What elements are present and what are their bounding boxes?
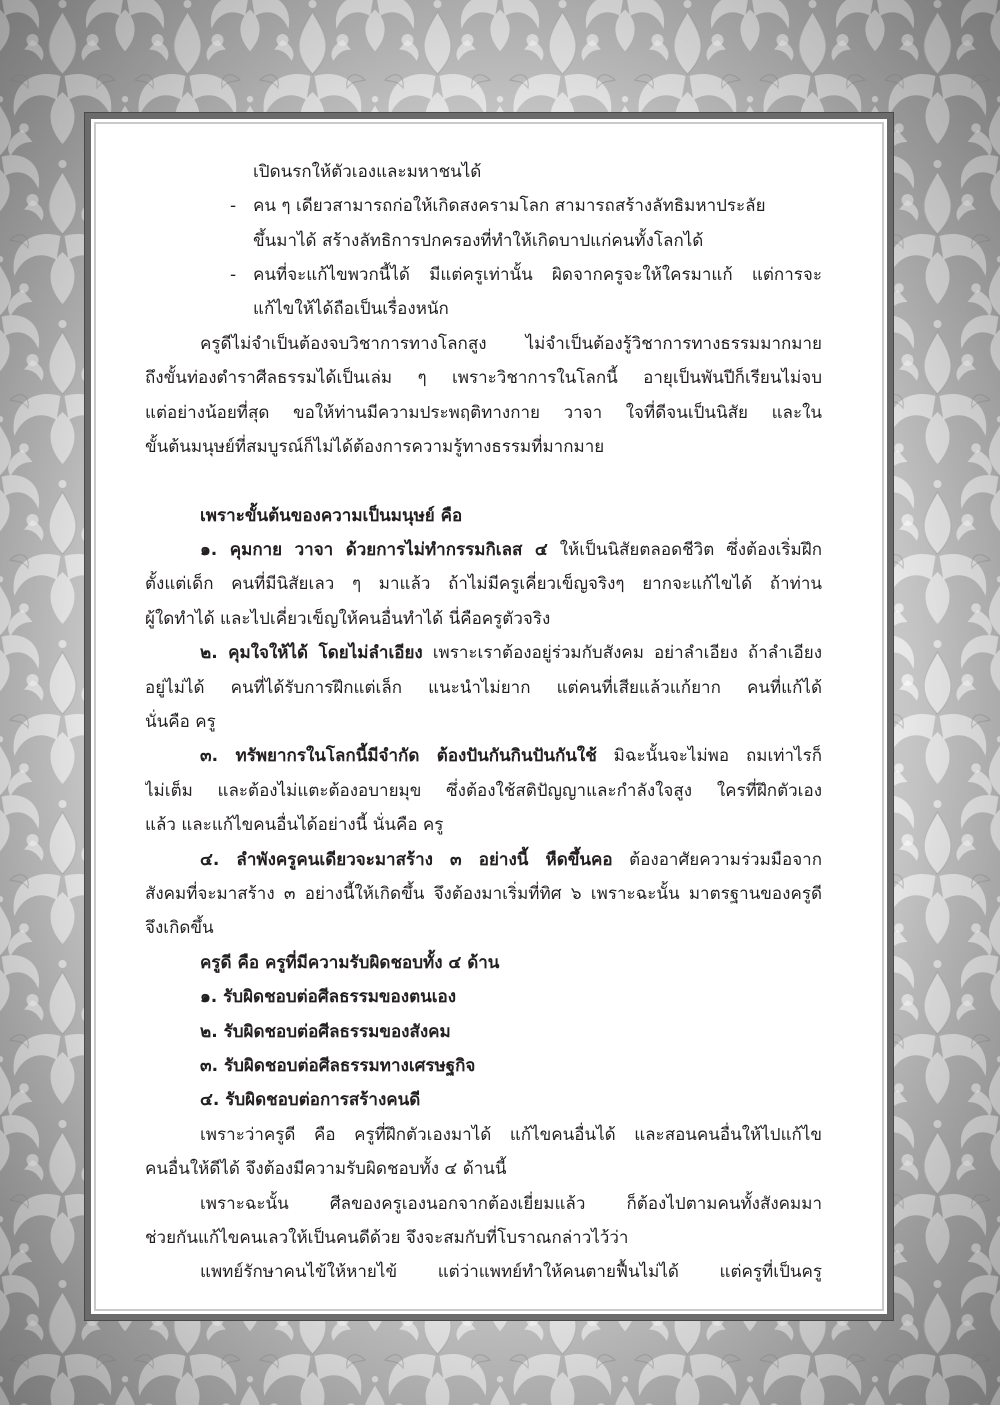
paragraph-line: แต่อย่างน้อยที่สุด ขอให้ท่านมีความประพฤติทางกาย วาจา ใจที่ดีจนเป็นนิสัย และใน — [145, 402, 822, 423]
paragraph-line: ถึงขั้นท่องตำราศีลธรรมได้เป็นเล่ม ๆ เพราะวิชาการในโลกนี้ อายุเป็นพันปีก็เรียนไม่จบ — [145, 368, 822, 389]
point-first-line — [145, 739, 822, 773]
point-text: เพราะเราต้องอยู่ร่วมกับสังคม อย่าลำเอียง ถ้าลำเอียง — [422, 643, 822, 664]
point-text: มิฉะนั้นจะไม่พอ ถมเท่าไรก็ — [596, 746, 822, 767]
responsibility-heading: ครูดี คือ ครูที่มีความรับผิดชอบทั้ง ๔ ด้าน — [200, 952, 500, 973]
bullet-item — [145, 189, 822, 223]
paragraph-line: เพราะฉะนั้น ศีลของครูเองนอกจากต้องเยี่ยมแล้ว ก็ต้องไปตามคนทั้งสังคมมา — [200, 1193, 822, 1214]
bullet-continuation-line: เปิดนรกให้ตัวเองและมหาชนได้ — [253, 161, 482, 182]
responsibility-item: ๓. รับผิดชอบต่อศีลธรรมทางเศรษฐกิจ — [200, 1055, 476, 1076]
point-first-line — [145, 636, 822, 670]
paragraph-line: นั่นคือ ครู — [145, 712, 216, 733]
document-body — [145, 155, 822, 1300]
paragraph-line: แล้ว และแก้ไขคนอื่นได้อย่างนี้ นั่นคือ ครู — [145, 815, 444, 836]
point-first-line — [145, 843, 822, 877]
paragraph-line: อยู่ไม่ได้ คนที่ได้รับการฝึกแต่เล็ก แนะนำไม่ยาก แต่คนที่เสียแล้วแก้ยาก คนที่แก้ได้ — [145, 677, 822, 698]
paragraph-line: ตั้งแต่เด็ก คนที่มีนิสัยเลว ๆ มาแล้ว ถ้าไม่มีครูเคี่ยวเข็ญจริงๆ ยากจะแก้ไขได้ ถ้าท่าน — [145, 574, 822, 595]
point-first-line — [145, 533, 822, 567]
bullet-text: คน ๆ เดียวสามารถก่อให้เกิดสงครามโลก สามารถสร้างลัทธิมหาประลัย — [253, 196, 766, 217]
point-title: ๔. ลำพังครูคนเดียวจะมาสร้าง ๓ อย่างนี้ หืดขึ้นคอ — [200, 849, 613, 870]
paragraph-line: ช่วยกันแก้ไขคนเลวให้เป็นคนดีด้วย จึงจะสมกับที่โบราณกล่าวไว้ว่า — [145, 1227, 629, 1248]
paragraph-line: แพทย์รักษาคนไข้ให้หายไข้ แต่ว่าแพทย์ทำให้คนตายฟื้นไม่ได้ แต่ครูที่เป็นครู — [200, 1262, 822, 1283]
point-title: ๓. ทรัพยากรในโลกนี้มีจำกัด ต้องปันกันกินปันกันใช้ — [200, 746, 597, 767]
paragraph-line: ไม่เต็ม และต้องไม่แตะต้องอบายมุข ซึ่งต้องใช้สติปัญญาและกำลังใจสูง ใครที่ฝึกตัวเอง — [145, 780, 822, 801]
bullet-marker: - — [230, 264, 237, 285]
paragraph-line: จึงเกิดขึ้น — [145, 918, 214, 939]
blank-line — [145, 464, 822, 498]
paragraph-line: ผู้ใดทำได้ และไปเคี่ยวเข็ญให้คนอื่นทำได้ นี่คือครูตัวจริง — [145, 608, 551, 629]
responsibility-item: ๑. รับผิดชอบต่อศีลธรรมของตนเอง — [200, 987, 457, 1008]
paragraph-line: ขั้นต้นมนุษย์ที่สมบูรณ์ก็ไม่ได้ต้องการความรู้ทางธรรมที่มากมาย — [145, 436, 605, 457]
paragraph-line: เพราะว่าครูดี คือ ครูที่ฝึกตัวเองมาได้ แก้ไขคนอื่นได้ และสอนคนอื่นให้ไปแก้ไข — [200, 1124, 822, 1145]
point-title: ๑. คุมกาย วาจา ด้วยการไม่ทำกรรมกิเลส ๔ — [200, 540, 548, 561]
section-heading: เพราะขั้นต้นของความเป็นมนุษย์ คือ — [200, 505, 463, 526]
responsibility-item: ๔. รับผิดชอบต่อการสร้างคนดี — [200, 1090, 421, 1111]
bullet-line: ขึ้นมาได้ สร้างลัทธิการปกครองที่ทำให้เกิดบาปแก่คนทั้งโลกได้ — [253, 230, 704, 251]
responsibility-item: ๒. รับผิดชอบต่อศีลธรรมของสังคม — [200, 1021, 451, 1042]
paragraph-line: ครูดีไม่จำเป็นต้องจบวิชาการทางโลกสูง ไม่จำเป็นต้องรู้วิชาการทางธรรมมากมาย — [200, 333, 822, 354]
paragraph-line: คนอื่นให้ดีได้ จึงต้องมีความรับผิดชอบทั้ง ๔ ด้านนี้ — [145, 1159, 507, 1180]
paragraph-line: สังคมที่จะมาสร้าง ๓ อย่างนี้ให้เกิดขึ้น จึงต้องมาเริ่มที่ทิศ ๖ เพราะฉะนั้น มาตรฐานของครูดี — [145, 884, 822, 904]
bullet-line: แก้ไขให้ได้ถือเป็นเรื่องหนัก — [253, 299, 449, 320]
bullet-marker: - — [230, 196, 237, 217]
point-text: ต้องอาศัยความร่วมมือจาก — [612, 849, 822, 870]
bullet-text: คนที่จะแก้ไขพวกนี้ได้ มีแต่ครูเท่านั้น ผิดจากครูจะให้ใครมาแก้ แต่การจะ — [253, 264, 822, 285]
point-text: ให้เป็นนิสัยตลอดชีวิต ซึ่งต้องเริ่มฝึก — [547, 540, 822, 561]
point-title: ๒. คุมใจให้ได้ โดยไม่ลำเอียง — [200, 643, 423, 664]
bullet-item — [145, 258, 822, 292]
